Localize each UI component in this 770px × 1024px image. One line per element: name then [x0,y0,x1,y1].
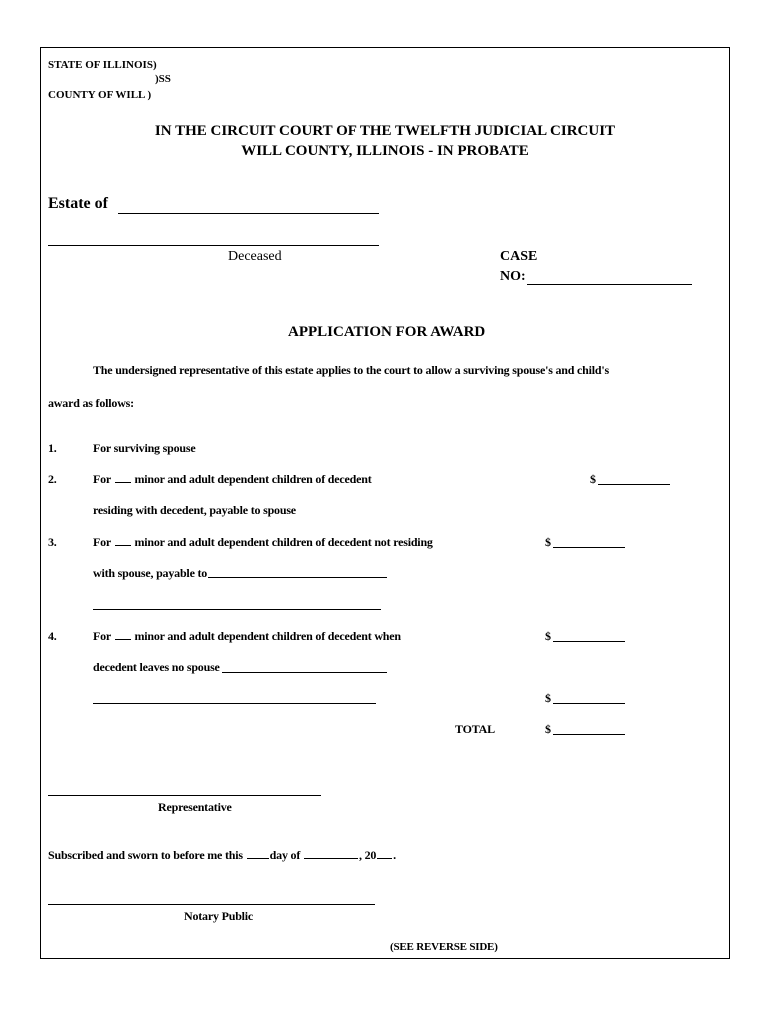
sworn-text-d: . [393,848,396,862]
representative-label: Representative [158,800,232,814]
item-3-desc: minor and adult dependent children of decedent not residing [134,535,433,549]
notary-label: Notary Public [184,909,254,923]
total-dollar: $ [545,722,551,736]
sworn-text-a: Subscribed and sworn to before me this [48,848,243,862]
extra-amount-line[interactable] [553,703,625,704]
item-4-text [93,629,401,644]
item-2-dollar: $ [590,472,596,486]
item-4-count-blank[interactable] [115,638,131,640]
extra-dollar: $ [545,691,551,705]
estate-name-line[interactable] [118,213,379,214]
item-2-count-blank[interactable] [115,481,131,483]
total-amount-line[interactable] [553,734,625,735]
item-3-number: 3. [48,535,57,549]
item-2-continuation: residing with decedent, payable to spouse [93,503,296,517]
estate-label: Estate of [48,195,108,212]
item-4-amount-line[interactable] [553,641,625,642]
item-3-dollar: $ [545,535,551,549]
item-3-continuation: with spouse, payable to [93,566,208,580]
sworn-day-blank[interactable] [247,857,269,859]
item-4-payee-line-2[interactable] [93,703,376,704]
sworn-year-blank[interactable] [377,857,392,859]
item-3-text [93,535,433,550]
item-4-continuation: decedent leaves no spouse [93,660,220,674]
item-4-for: For [93,629,111,643]
item-4-desc: minor and adult dependent children of decedent when [134,629,401,643]
intro-line2: award as follows: [48,396,134,410]
notary-signature-line[interactable] [48,904,375,905]
item-3-amount-line[interactable] [553,547,625,548]
sworn-month-blank[interactable] [304,857,358,859]
deceased-label: Deceased [228,249,282,264]
item-3-payee-line[interactable] [208,577,387,578]
item-4-payee-line[interactable] [222,672,387,673]
estate-name-line-2[interactable] [48,245,379,246]
item-2-number: 2. [48,472,57,486]
venue-ss: )SS [155,73,171,85]
item-1-text: For surviving spouse [93,441,196,455]
item-3-count-blank[interactable] [115,544,131,546]
sworn-text-b: day of [269,848,301,862]
court-heading-line1: IN THE CIRCUIT COURT OF THE TWELFTH JUDICIAL CIRCUIT [154,123,616,139]
representative-signature-line[interactable] [48,795,321,796]
form-title: APPLICATION FOR AWARD [288,324,486,340]
venue-county: COUNTY OF WILL ) [48,89,152,101]
court-heading-line2: WILL COUNTY, ILLINOIS - IN PROBATE [241,143,529,159]
item-2-text [93,472,372,487]
sworn-statement [48,848,396,863]
case-label: CASE [500,249,538,264]
case-number-line[interactable] [527,284,692,285]
see-reverse-side: (SEE REVERSE SIDE) [390,941,498,953]
item-4-number: 4. [48,629,57,643]
intro-line1: The undersigned representative of this estate applies to the court to allow a surviving spouse's and child's [93,363,609,377]
case-no-label: NO: [500,269,526,284]
item-3-for: For [93,535,111,549]
item-1-number: 1. [48,441,57,455]
item-3-payee-line-2[interactable] [93,609,381,610]
item-2-for: For [93,472,111,486]
sworn-text-c: , 20 [358,848,377,862]
item-2-desc: minor and adult dependent children of decedent [134,472,372,486]
item-4-dollar: $ [545,629,551,643]
venue-state: STATE OF ILLINOIS) [48,59,157,71]
item-2-amount-line[interactable] [598,484,670,485]
total-label: TOTAL [455,722,495,736]
